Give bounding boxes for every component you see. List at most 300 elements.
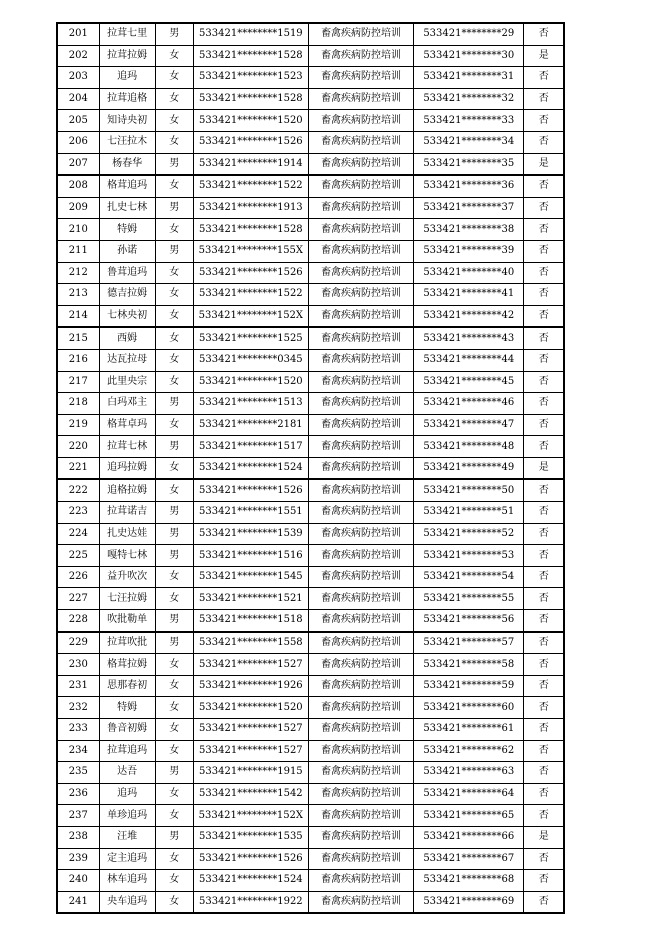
- id-number-cell: 533421********1521: [193, 588, 308, 610]
- id-number-cell: 533421********1539: [193, 523, 308, 545]
- id-number-cell: 533421********1516: [193, 545, 308, 567]
- certificate-number-cell: 533421********44: [414, 349, 524, 371]
- id-number-cell: 533421********1513: [193, 393, 308, 415]
- sex-cell: 女: [155, 219, 193, 241]
- name-cell: 追玛: [99, 67, 155, 89]
- course-cell: 畜禽疾病防控培训: [308, 131, 413, 153]
- id-number-cell: 533421********1526: [193, 131, 308, 153]
- sex-cell: 女: [155, 588, 193, 610]
- course-cell: 畜禽疾病防控培训: [308, 436, 413, 458]
- name-cell: 拉茸七林: [99, 436, 155, 458]
- flag-cell: 否: [524, 197, 564, 219]
- certificate-number-cell: 533421********41: [414, 284, 524, 306]
- flag-cell: 是: [524, 153, 564, 175]
- name-cell: 七汪拉木: [99, 131, 155, 153]
- flag-cell: 否: [524, 523, 564, 545]
- flag-cell: 否: [524, 23, 564, 45]
- name-cell: 追玛: [99, 783, 155, 805]
- certificate-number-cell: 533421********29: [414, 23, 524, 45]
- id-number-cell: 533421********152X: [193, 805, 308, 827]
- sex-cell: 男: [155, 632, 193, 654]
- id-number-cell: 533421********1523: [193, 67, 308, 89]
- table-row: [57, 762, 564, 784]
- course-cell: 畜禽疾病防控培训: [308, 23, 413, 45]
- certificate-number-cell: 533421********31: [414, 67, 524, 89]
- row-number-cell: 203: [57, 67, 99, 89]
- sex-cell: 男: [155, 610, 193, 632]
- certificate-number-cell: 533421********49: [414, 457, 524, 479]
- flag-cell: 否: [524, 610, 564, 632]
- row-number-cell: 238: [57, 826, 99, 848]
- roster-table-body: [57, 23, 564, 913]
- table-row: [57, 371, 564, 393]
- row-number-cell: 228: [57, 610, 99, 632]
- flag-cell: 否: [524, 305, 564, 327]
- course-cell: 畜禽疾病防控培训: [308, 153, 413, 175]
- row-number-cell: 233: [57, 719, 99, 741]
- course-cell: 畜禽疾病防控培训: [308, 371, 413, 393]
- sex-cell: 女: [155, 88, 193, 110]
- table-row: [57, 414, 564, 436]
- row-number-cell: 239: [57, 848, 99, 870]
- sex-cell: 女: [155, 566, 193, 588]
- sex-cell: 男: [155, 153, 193, 175]
- table-row: [57, 523, 564, 545]
- name-cell: 拉茸七里: [99, 23, 155, 45]
- certificate-number-cell: 533421********53: [414, 545, 524, 567]
- name-cell: 格茸卓玛: [99, 414, 155, 436]
- row-number-cell: 226: [57, 566, 99, 588]
- name-cell: 七林央初: [99, 305, 155, 327]
- sex-cell: 女: [155, 891, 193, 913]
- row-number-cell: 212: [57, 262, 99, 284]
- row-number-cell: 209: [57, 197, 99, 219]
- id-number-cell: 533421********1520: [193, 371, 308, 393]
- id-number-cell: 533421********1524: [193, 870, 308, 892]
- flag-cell: 否: [524, 414, 564, 436]
- sex-cell: 女: [155, 305, 193, 327]
- sex-cell: 女: [155, 371, 193, 393]
- table-row: [57, 349, 564, 371]
- sex-cell: 女: [155, 457, 193, 479]
- row-number-cell: 206: [57, 131, 99, 153]
- flag-cell: 否: [524, 67, 564, 89]
- name-cell: 拉茸追格: [99, 88, 155, 110]
- flag-cell: 否: [524, 284, 564, 306]
- name-cell: 杨春华: [99, 153, 155, 175]
- certificate-number-cell: 533421********51: [414, 502, 524, 524]
- sex-cell: 女: [155, 284, 193, 306]
- flag-cell: 否: [524, 740, 564, 762]
- name-cell: 林车追玛: [99, 870, 155, 892]
- id-number-cell: 533421********155X: [193, 240, 308, 262]
- sex-cell: 男: [155, 23, 193, 45]
- id-number-cell: 533421********1528: [193, 45, 308, 67]
- id-number-cell: 533421********2181: [193, 414, 308, 436]
- flag-cell: 否: [524, 632, 564, 654]
- flag-cell: 否: [524, 240, 564, 262]
- id-number-cell: 533421********1526: [193, 262, 308, 284]
- table-row: [57, 67, 564, 89]
- certificate-number-cell: 533421********38: [414, 219, 524, 241]
- table-row: [57, 175, 564, 197]
- name-cell: 嘎特七林: [99, 545, 155, 567]
- flag-cell: 是: [524, 45, 564, 67]
- table-row: [57, 327, 564, 349]
- id-number-cell: 533421********1520: [193, 110, 308, 132]
- sex-cell: 男: [155, 762, 193, 784]
- id-number-cell: 533421********1517: [193, 436, 308, 458]
- row-number-cell: 201: [57, 23, 99, 45]
- row-number-cell: 219: [57, 414, 99, 436]
- row-number-cell: 224: [57, 523, 99, 545]
- flag-cell: 否: [524, 805, 564, 827]
- course-cell: 畜禽疾病防控培训: [308, 805, 413, 827]
- certificate-number-cell: 533421********33: [414, 110, 524, 132]
- id-number-cell: 533421********1527: [193, 719, 308, 741]
- certificate-number-cell: 533421********58: [414, 654, 524, 676]
- table-row: [57, 240, 564, 262]
- course-cell: 畜禽疾病防控培训: [308, 719, 413, 741]
- row-number-cell: 213: [57, 284, 99, 306]
- row-number-cell: 237: [57, 805, 99, 827]
- course-cell: 畜禽疾病防控培训: [308, 697, 413, 719]
- course-cell: 畜禽疾病防控培训: [308, 588, 413, 610]
- flag-cell: 是: [524, 826, 564, 848]
- table-row: [57, 805, 564, 827]
- sex-cell: 男: [155, 523, 193, 545]
- certificate-number-cell: 533421********48: [414, 436, 524, 458]
- course-cell: 畜禽疾病防控培训: [308, 240, 413, 262]
- course-cell: 畜禽疾病防控培训: [308, 523, 413, 545]
- id-number-cell: 533421********1913: [193, 197, 308, 219]
- table-row: [57, 719, 564, 741]
- sex-cell: 女: [155, 870, 193, 892]
- course-cell: 畜禽疾病防控培训: [308, 654, 413, 676]
- row-number-cell: 205: [57, 110, 99, 132]
- sex-cell: 男: [155, 436, 193, 458]
- course-cell: 畜禽疾病防控培训: [308, 67, 413, 89]
- name-cell: 拉茸诺吉: [99, 502, 155, 524]
- certificate-number-cell: 533421********68: [414, 870, 524, 892]
- name-cell: 思那春初: [99, 675, 155, 697]
- flag-cell: 否: [524, 131, 564, 153]
- course-cell: 畜禽疾病防控培训: [308, 545, 413, 567]
- course-cell: 畜禽疾病防控培训: [308, 110, 413, 132]
- flag-cell: 否: [524, 88, 564, 110]
- id-number-cell: 533421********1914: [193, 153, 308, 175]
- course-cell: 畜禽疾病防控培训: [308, 88, 413, 110]
- id-number-cell: 533421********1527: [193, 654, 308, 676]
- sex-cell: 女: [155, 327, 193, 349]
- row-number-cell: 222: [57, 479, 99, 501]
- flag-cell: 否: [524, 762, 564, 784]
- id-number-cell: 533421********1527: [193, 740, 308, 762]
- certificate-number-cell: 533421********60: [414, 697, 524, 719]
- course-cell: 畜禽疾病防控培训: [308, 632, 413, 654]
- id-number-cell: 533421********1535: [193, 826, 308, 848]
- name-cell: 西姆: [99, 327, 155, 349]
- table-row: [57, 197, 564, 219]
- flag-cell: 否: [524, 436, 564, 458]
- name-cell: 达瓦拉母: [99, 349, 155, 371]
- row-number-cell: 232: [57, 697, 99, 719]
- course-cell: 畜禽疾病防控培训: [308, 479, 413, 501]
- name-cell: 扎史达娃: [99, 523, 155, 545]
- table-row: [57, 305, 564, 327]
- row-number-cell: 230: [57, 654, 99, 676]
- table-row: [57, 23, 564, 45]
- id-number-cell: 533421********1519: [193, 23, 308, 45]
- id-number-cell: 533421********152X: [193, 305, 308, 327]
- course-cell: 畜禽疾病防控培训: [308, 891, 413, 913]
- row-number-cell: 207: [57, 153, 99, 175]
- certificate-number-cell: 533421********56: [414, 610, 524, 632]
- certificate-number-cell: 533421********37: [414, 197, 524, 219]
- flag-cell: 否: [524, 654, 564, 676]
- flag-cell: 否: [524, 566, 564, 588]
- name-cell: 特姆: [99, 697, 155, 719]
- table-row: [57, 457, 564, 479]
- certificate-number-cell: 533421********62: [414, 740, 524, 762]
- table-row: [57, 153, 564, 175]
- course-cell: 畜禽疾病防控培训: [308, 349, 413, 371]
- name-cell: 单珍追玛: [99, 805, 155, 827]
- name-cell: 孙诺: [99, 240, 155, 262]
- sex-cell: 女: [155, 805, 193, 827]
- id-number-cell: 533421********1922: [193, 891, 308, 913]
- id-number-cell: 533421********1518: [193, 610, 308, 632]
- course-cell: 畜禽疾病防控培训: [308, 262, 413, 284]
- table-row: [57, 284, 564, 306]
- certificate-number-cell: 533421********39: [414, 240, 524, 262]
- certificate-number-cell: 533421********32: [414, 88, 524, 110]
- id-number-cell: 533421********1520: [193, 697, 308, 719]
- name-cell: 汪堆: [99, 826, 155, 848]
- sex-cell: 女: [155, 45, 193, 67]
- course-cell: 畜禽疾病防控培训: [308, 783, 413, 805]
- table-row: [57, 870, 564, 892]
- course-cell: 畜禽疾病防控培训: [308, 870, 413, 892]
- flag-cell: 否: [524, 783, 564, 805]
- name-cell: 七汪拉姆: [99, 588, 155, 610]
- flag-cell: 否: [524, 891, 564, 913]
- table-row: [57, 891, 564, 913]
- table-row: [57, 610, 564, 632]
- name-cell: 扎史七林: [99, 197, 155, 219]
- flag-cell: 否: [524, 479, 564, 501]
- certificate-number-cell: 533421********47: [414, 414, 524, 436]
- name-cell: 央车追玛: [99, 891, 155, 913]
- table-row: [57, 219, 564, 241]
- flag-cell: 是: [524, 457, 564, 479]
- name-cell: 定主追玛: [99, 848, 155, 870]
- certificate-number-cell: 533421********40: [414, 262, 524, 284]
- row-number-cell: 229: [57, 632, 99, 654]
- row-number-cell: 211: [57, 240, 99, 262]
- course-cell: 畜禽疾病防控培训: [308, 502, 413, 524]
- row-number-cell: 220: [57, 436, 99, 458]
- row-number-cell: 221: [57, 457, 99, 479]
- sex-cell: 男: [155, 393, 193, 415]
- certificate-number-cell: 533421********42: [414, 305, 524, 327]
- row-number-cell: 218: [57, 393, 99, 415]
- flag-cell: 否: [524, 327, 564, 349]
- course-cell: 畜禽疾病防控培训: [308, 393, 413, 415]
- sex-cell: 男: [155, 826, 193, 848]
- flag-cell: 否: [524, 848, 564, 870]
- certificate-number-cell: 533421********54: [414, 566, 524, 588]
- name-cell: 白玛邓主: [99, 393, 155, 415]
- row-number-cell: 236: [57, 783, 99, 805]
- certificate-number-cell: 533421********55: [414, 588, 524, 610]
- name-cell: 拉茸吹批: [99, 632, 155, 654]
- name-cell: 知诗央初: [99, 110, 155, 132]
- sex-cell: 男: [155, 545, 193, 567]
- sex-cell: 女: [155, 479, 193, 501]
- row-number-cell: 210: [57, 219, 99, 241]
- course-cell: 畜禽疾病防控培训: [308, 610, 413, 632]
- certificate-number-cell: 533421********64: [414, 783, 524, 805]
- sex-cell: 女: [155, 783, 193, 805]
- table-row: [57, 45, 564, 67]
- table-row: [57, 131, 564, 153]
- sex-cell: 女: [155, 67, 193, 89]
- flag-cell: 否: [524, 719, 564, 741]
- course-cell: 畜禽疾病防控培训: [308, 327, 413, 349]
- table-row: [57, 393, 564, 415]
- table-row: [57, 479, 564, 501]
- id-number-cell: 533421********1542: [193, 783, 308, 805]
- sex-cell: 男: [155, 240, 193, 262]
- table-row: [57, 632, 564, 654]
- table-row: [57, 848, 564, 870]
- flag-cell: 否: [524, 219, 564, 241]
- name-cell: 追格拉姆: [99, 479, 155, 501]
- row-number-cell: 240: [57, 870, 99, 892]
- row-number-cell: 241: [57, 891, 99, 913]
- sex-cell: 女: [155, 697, 193, 719]
- id-number-cell: 533421********1551: [193, 502, 308, 524]
- row-number-cell: 208: [57, 175, 99, 197]
- course-cell: 畜禽疾病防控培训: [308, 284, 413, 306]
- row-number-cell: 216: [57, 349, 99, 371]
- sex-cell: 男: [155, 502, 193, 524]
- sex-cell: 女: [155, 740, 193, 762]
- flag-cell: 否: [524, 175, 564, 197]
- name-cell: 达吾: [99, 762, 155, 784]
- course-cell: 畜禽疾病防控培训: [308, 457, 413, 479]
- id-number-cell: 533421********1524: [193, 457, 308, 479]
- certificate-number-cell: 533421********34: [414, 131, 524, 153]
- name-cell: 格茸拉姆: [99, 654, 155, 676]
- id-number-cell: 533421********1528: [193, 219, 308, 241]
- row-number-cell: 235: [57, 762, 99, 784]
- id-number-cell: 533421********1915: [193, 762, 308, 784]
- id-number-cell: 533421********1522: [193, 284, 308, 306]
- flag-cell: 否: [524, 349, 564, 371]
- row-number-cell: 215: [57, 327, 99, 349]
- course-cell: 畜禽疾病防控培训: [308, 175, 413, 197]
- row-number-cell: 217: [57, 371, 99, 393]
- course-cell: 畜禽疾病防控培训: [308, 826, 413, 848]
- certificate-number-cell: 533421********35: [414, 153, 524, 175]
- row-number-cell: 225: [57, 545, 99, 567]
- row-number-cell: 202: [57, 45, 99, 67]
- row-number-cell: 234: [57, 740, 99, 762]
- table-row: [57, 675, 564, 697]
- certificate-number-cell: 533421********61: [414, 719, 524, 741]
- sex-cell: 女: [155, 349, 193, 371]
- row-number-cell: 231: [57, 675, 99, 697]
- table-row: [57, 502, 564, 524]
- flag-cell: 否: [524, 502, 564, 524]
- table-row: [57, 654, 564, 676]
- sex-cell: 女: [155, 675, 193, 697]
- course-cell: 畜禽疾病防控培训: [308, 45, 413, 67]
- table-row: [57, 588, 564, 610]
- name-cell: 追玛拉姆: [99, 457, 155, 479]
- table-row: [57, 697, 564, 719]
- sex-cell: 男: [155, 197, 193, 219]
- sex-cell: 女: [155, 175, 193, 197]
- sex-cell: 女: [155, 262, 193, 284]
- name-cell: 此里央宗: [99, 371, 155, 393]
- id-number-cell: 533421********1926: [193, 675, 308, 697]
- certificate-number-cell: 533421********69: [414, 891, 524, 913]
- name-cell: 格茸追玛: [99, 175, 155, 197]
- certificate-number-cell: 533421********65: [414, 805, 524, 827]
- table-row: [57, 783, 564, 805]
- course-cell: 畜禽疾病防控培训: [308, 762, 413, 784]
- id-number-cell: 533421********1528: [193, 88, 308, 110]
- id-number-cell: 533421********1558: [193, 632, 308, 654]
- sex-cell: 女: [155, 414, 193, 436]
- table-row: [57, 436, 564, 458]
- table-row: [57, 566, 564, 588]
- table-row: [57, 826, 564, 848]
- id-number-cell: 533421********0345: [193, 349, 308, 371]
- sex-cell: 女: [155, 654, 193, 676]
- certificate-number-cell: 533421********67: [414, 848, 524, 870]
- flag-cell: 否: [524, 371, 564, 393]
- row-number-cell: 204: [57, 88, 99, 110]
- flag-cell: 否: [524, 110, 564, 132]
- table-row: [57, 262, 564, 284]
- id-number-cell: 533421********1522: [193, 175, 308, 197]
- name-cell: 鲁音初姆: [99, 719, 155, 741]
- certificate-number-cell: 533421********46: [414, 393, 524, 415]
- id-number-cell: 533421********1545: [193, 566, 308, 588]
- certificate-number-cell: 533421********59: [414, 675, 524, 697]
- course-cell: 畜禽疾病防控培训: [308, 848, 413, 870]
- name-cell: 吹批勒单: [99, 610, 155, 632]
- table-row: [57, 110, 564, 132]
- flag-cell: 否: [524, 262, 564, 284]
- flag-cell: 否: [524, 697, 564, 719]
- id-number-cell: 533421********1525: [193, 327, 308, 349]
- name-cell: 拉茸拉姆: [99, 45, 155, 67]
- course-cell: 畜禽疾病防控培训: [308, 414, 413, 436]
- name-cell: 拉茸追玛: [99, 740, 155, 762]
- id-number-cell: 533421********1526: [193, 848, 308, 870]
- table-row: [57, 740, 564, 762]
- sex-cell: 女: [155, 848, 193, 870]
- certificate-number-cell: 533421********30: [414, 45, 524, 67]
- name-cell: 德吉拉姆: [99, 284, 155, 306]
- flag-cell: 否: [524, 870, 564, 892]
- sex-cell: 女: [155, 131, 193, 153]
